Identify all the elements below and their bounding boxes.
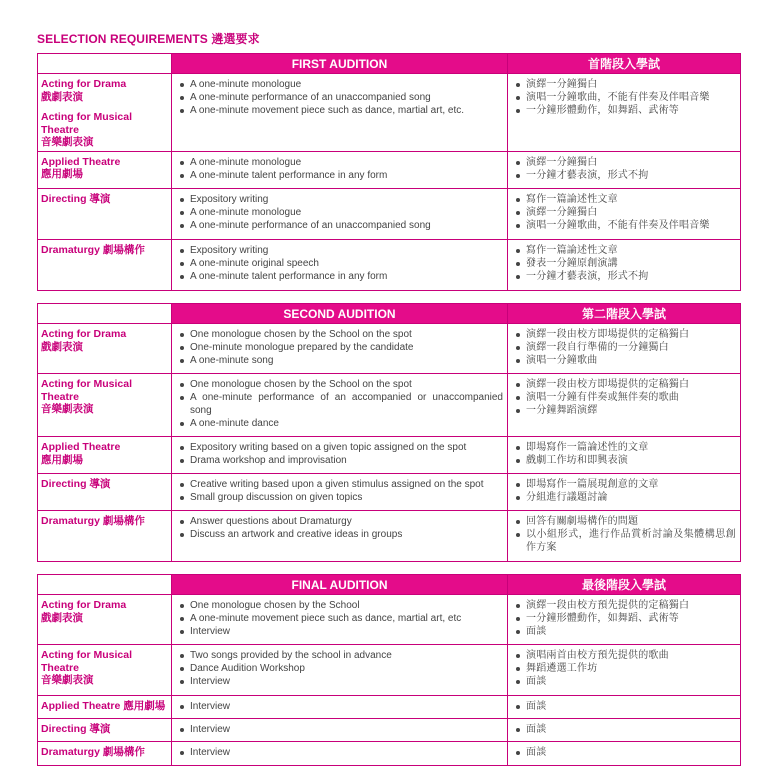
table-row: [38, 696, 741, 719]
header-blank-cell: [38, 54, 172, 74]
program-name: Applied Theatre 應用劇場: [41, 441, 121, 466]
requirements-zh-cell: [508, 511, 741, 562]
section-title-en: FINAL AUDITION: [172, 575, 508, 595]
table-row: [38, 474, 741, 511]
list-item: 寫作一篇論述性文章: [515, 244, 736, 257]
program-cell: [38, 74, 172, 152]
list-item: A one-minute monologue: [179, 206, 503, 219]
table-row: [38, 742, 741, 766]
requirements-zh-cell: [508, 188, 741, 239]
list-item: 演唱一分鐘歌曲，不能有伴奏及伴唱音樂: [515, 91, 736, 104]
requirements-zh-cell: [508, 719, 741, 742]
list-item: Interview: [179, 700, 503, 713]
list-item: 一分鐘才藝表演，形式不拘: [515, 270, 736, 283]
header-blank-cell: [38, 575, 172, 595]
list-item: Interview: [179, 675, 503, 688]
requirements-zh-cell: [508, 742, 741, 766]
requirements-en-cell: [172, 474, 508, 511]
page-heading: SELECTION REQUIREMENTS 遴選要求: [37, 32, 260, 46]
list-item: Answer questions about Dramaturgy: [179, 515, 503, 528]
requirements-en-cell: [172, 645, 508, 696]
list-item: A one-minute performance of an accompanied or unaccompanied song: [179, 391, 503, 417]
program-name: Acting for Musical Theatre 音樂劇表演: [41, 649, 133, 686]
list-item: 演繹一分鐘獨白: [515, 206, 736, 219]
list-item: 一分鐘形體動作，如舞蹈、武術等: [515, 612, 736, 625]
list-item: 一分鐘才藝表演，形式不拘: [515, 169, 736, 182]
table-row: [38, 511, 741, 562]
program-name: Acting for Musical Theatre 音樂劇表演: [41, 378, 133, 415]
section-title-zh: 最後階段入學試: [508, 575, 741, 595]
list-item: A one-minute monologue: [179, 156, 503, 169]
list-item: A one-minute talent performance in any form: [179, 169, 503, 182]
requirements-en-cell: [172, 511, 508, 562]
program-cell: [38, 324, 172, 374]
requirements-en-cell: [172, 188, 508, 239]
list-item: A one-minute original speech: [179, 257, 503, 270]
list-item: 演繹一段由校方預先提供的定稿獨白: [515, 599, 736, 612]
table-row: [38, 188, 741, 239]
program-cell: [38, 719, 172, 742]
second-audition-table: [37, 303, 741, 562]
list-item: Two songs provided by the school in advance: [179, 649, 503, 662]
list-item: 以小組形式，進行作品賞析討論及集體構思創作方案: [515, 528, 736, 554]
table-row: [38, 239, 741, 290]
list-item: 寫作一篇論述性文章: [515, 193, 736, 206]
list-item: Drama workshop and improvisation: [179, 454, 503, 467]
program-cell: [38, 437, 172, 474]
list-item: A one-minute movement piece such as dance, martial art, etc: [179, 612, 503, 625]
list-item: A one-minute movement piece such as dance, martial art, etc.: [179, 104, 503, 117]
requirements-zh-cell: [508, 437, 741, 474]
requirements-en-cell: [172, 437, 508, 474]
table-row: [38, 595, 741, 645]
section-title-en: FIRST AUDITION: [172, 54, 508, 74]
list-item: 演唱一分鐘有伴奏或無伴奏的歌曲: [515, 391, 736, 404]
list-item: 回答有關劇場構作的問題: [515, 515, 736, 528]
program-name: Acting for Drama 戲劇表演: [41, 328, 127, 353]
program-name: Acting for Drama 戲劇表演: [41, 78, 127, 103]
requirements-zh-cell: [508, 324, 741, 374]
list-item: A one-minute monologue: [179, 78, 503, 91]
requirements-en-cell: [172, 151, 508, 188]
requirements-zh-cell: [508, 645, 741, 696]
requirements-en-cell: [172, 239, 508, 290]
list-item: 發表一分鐘原創演講: [515, 257, 736, 270]
list-item: 演繹一段由校方即場提供的定稿獨白: [515, 328, 736, 341]
list-item: 演繹一段由校方即場提供的定稿獨白: [515, 378, 736, 391]
list-item: 面談: [515, 625, 736, 638]
requirements-en-cell: [172, 74, 508, 152]
requirements-zh-cell: [508, 474, 741, 511]
list-item: Dance Audition Workshop: [179, 662, 503, 675]
program-cell: [38, 595, 172, 645]
requirements-zh-cell: [508, 151, 741, 188]
program-name: Applied Theatre 應用劇場: [41, 700, 166, 712]
program-cell: [38, 374, 172, 437]
program-name: Directing 導演: [41, 192, 111, 205]
program-name: Directing 導演: [41, 478, 111, 490]
list-item: 面談: [515, 746, 736, 759]
list-item: Discuss an artwork and creative ideas in groups: [179, 528, 503, 541]
list-item: Expository writing based on a given topic assigned on the spot: [179, 441, 503, 454]
list-item: 面談: [515, 723, 736, 736]
section-title-zh: 首階段入學試: [508, 54, 741, 74]
program-cell: [38, 511, 172, 562]
list-item: A one-minute dance: [179, 417, 503, 430]
requirements-zh-cell: [508, 374, 741, 437]
list-item: 即場寫作一篇展現創意的文章: [515, 478, 736, 491]
program-name: Dramaturgy 劇場構作: [41, 515, 145, 527]
requirements-en-cell: [172, 324, 508, 374]
list-item: 面談: [515, 675, 736, 688]
list-item: 演繹一段自行準備的一分鐘獨白: [515, 341, 736, 354]
list-item: One monologue chosen by the School on the spot: [179, 328, 503, 341]
list-item: Interview: [179, 625, 503, 638]
requirements-en-cell: [172, 595, 508, 645]
table-row: [38, 74, 741, 152]
list-item: Expository writing: [179, 193, 503, 206]
program-cell: [38, 151, 172, 188]
program-name: Applied Theatre 應用劇場: [41, 155, 121, 180]
list-item: 演唱兩首由校方預先提供的歌曲: [515, 649, 736, 662]
section-title-en: SECOND AUDITION: [172, 304, 508, 324]
list-item: Creative writing based upon a given stimulus assigned on the spot: [179, 478, 503, 491]
program-name: Dramaturgy 劇場構作: [41, 746, 145, 758]
list-item: A one-minute performance of an unaccompanied song: [179, 91, 503, 104]
requirements-zh-cell: [508, 696, 741, 719]
list-item: 分組進行議題討論: [515, 491, 736, 504]
first-audition-table: [37, 53, 741, 291]
list-item: 面談: [515, 700, 736, 713]
list-item: 戲劇工作坊和即興表演: [515, 454, 736, 467]
program-cell: [38, 696, 172, 719]
list-item: One monologue chosen by the School on the spot: [179, 378, 503, 391]
program-cell: [38, 742, 172, 766]
list-item: 演繹一分鐘獨白: [515, 78, 736, 91]
list-item: A one-minute performance of an unaccompanied song: [179, 219, 503, 232]
program-name: Acting for Musical Theatre 音樂劇表演: [41, 111, 133, 148]
program-name: Acting for Drama 戲劇表演: [41, 599, 127, 624]
list-item: Interview: [179, 746, 503, 759]
table-row: [38, 324, 741, 374]
table-row: [38, 645, 741, 696]
list-item: 演唱一分鐘歌曲: [515, 354, 736, 367]
program-cell: [38, 239, 172, 290]
section-title-zh: 第二階段入學試: [508, 304, 741, 324]
program-name: Directing 導演: [41, 723, 111, 735]
list-item: One-minute monologue prepared by the candidate: [179, 341, 503, 354]
list-item: 即場寫作一篇論述性的文章: [515, 441, 736, 454]
program-cell: [38, 474, 172, 511]
list-item: Small group discussion on given topics: [179, 491, 503, 504]
program-cell: [38, 645, 172, 696]
list-item: 舞蹈遴選工作坊: [515, 662, 736, 675]
requirements-en-cell: [172, 742, 508, 766]
list-item: 一分鐘形體動作，如舞蹈、武術等: [515, 104, 736, 117]
requirements-en-cell: [172, 696, 508, 719]
requirements-zh-cell: [508, 239, 741, 290]
list-item: Expository writing: [179, 244, 503, 257]
requirements-zh-cell: [508, 595, 741, 645]
table-row: [38, 719, 741, 742]
table-row: [38, 437, 741, 474]
list-item: 演唱一分鐘歌曲，不能有伴奏及伴唱音樂: [515, 219, 736, 232]
header-blank-cell: [38, 304, 172, 324]
requirements-zh-cell: [508, 74, 741, 152]
table-row: [38, 151, 741, 188]
list-item: A one-minute talent performance in any form: [179, 270, 503, 283]
list-item: Interview: [179, 723, 503, 736]
program-name: Dramaturgy 劇場構作: [41, 243, 145, 256]
table-row: [38, 374, 741, 437]
list-item: A one-minute song: [179, 354, 503, 367]
final-audition-table: [37, 574, 741, 766]
requirements-en-cell: [172, 719, 508, 742]
program-cell: [38, 188, 172, 239]
list-item: 演繹一分鐘獨白: [515, 156, 736, 169]
list-item: 一分鐘舞蹈演繹: [515, 404, 736, 417]
requirements-en-cell: [172, 374, 508, 437]
list-item: One monologue chosen by the School: [179, 599, 503, 612]
